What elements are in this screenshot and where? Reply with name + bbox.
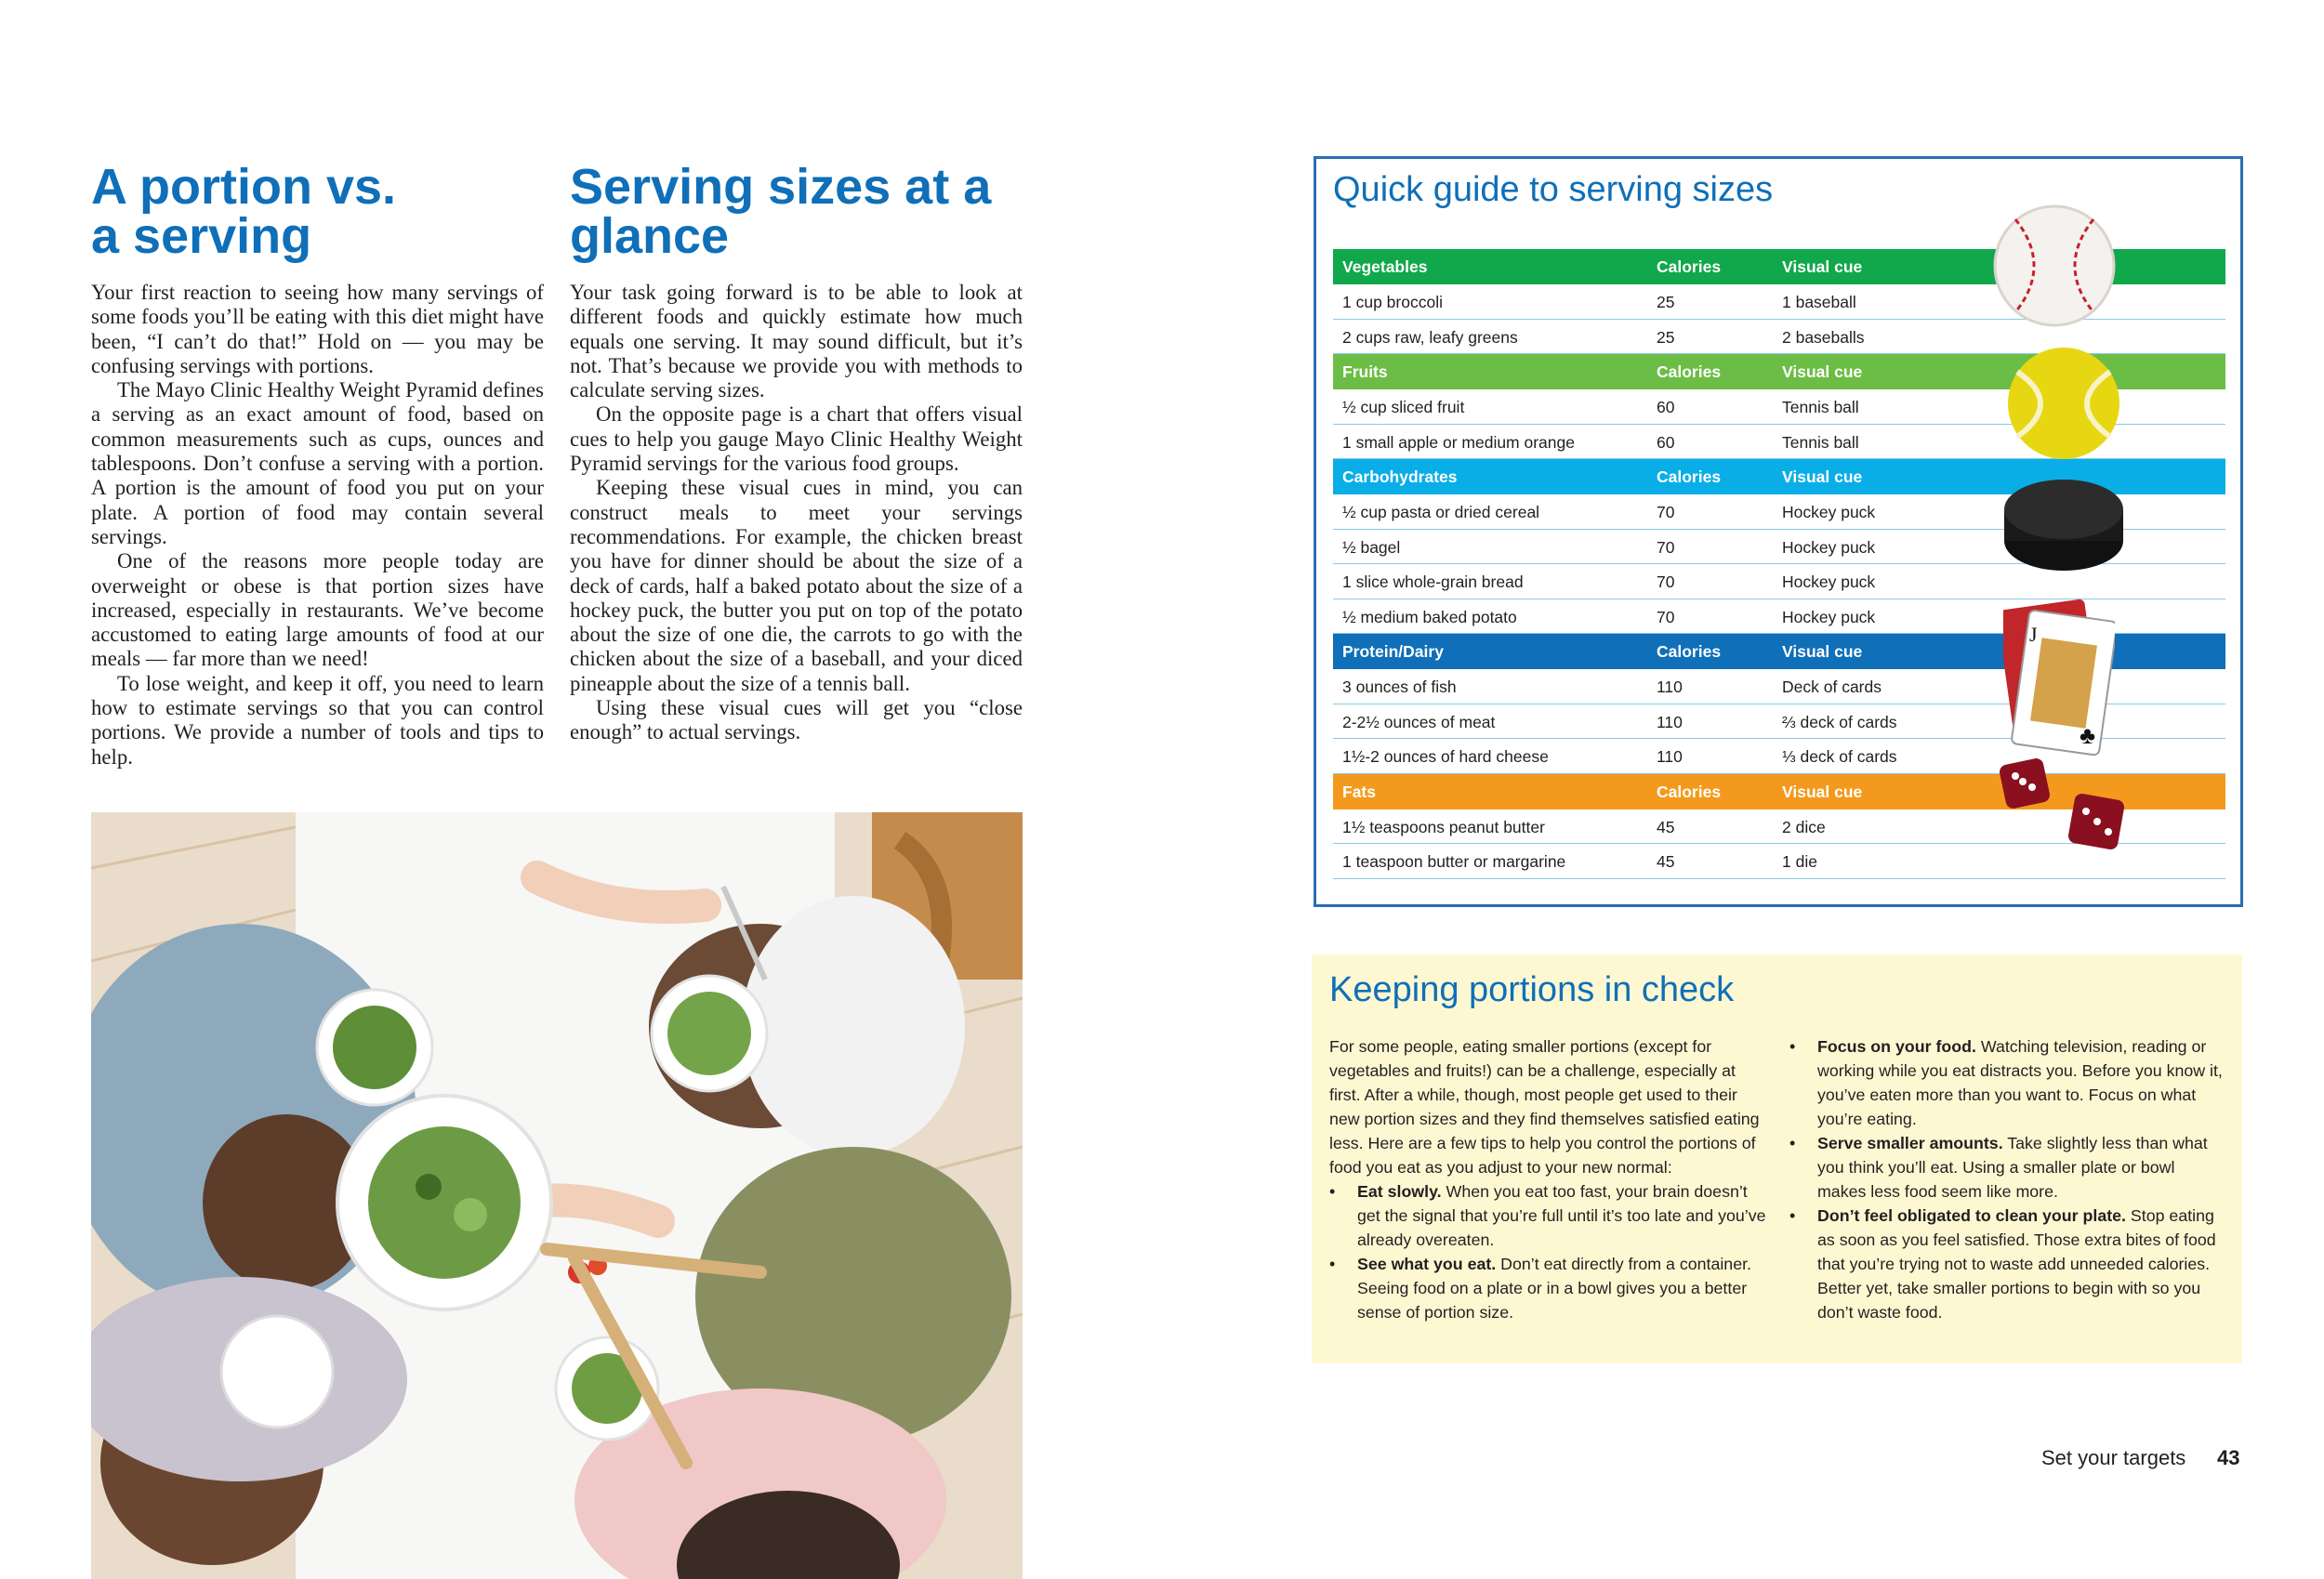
table-cell: Visual cue [1782,782,1863,801]
table-cell: 70 [1657,572,1675,591]
table-cell: 25 [1657,327,1675,347]
table-cell: 2-2½ ounces of meat [1342,712,1496,731]
paragraph: Keeping these visual cues in mind, you can construct meals to meet your servings recommendations. For example, the chicken breast you have for dinner should be about the size of a deck of cards, half a baked potato about the size of a hockey puck, the butter you put on top of the potato about the size of one die, the carrots to go with the chicken about the size of a baseball, and your diced pineapple about the size of a tennis ball. [570,476,1023,695]
table-cell: 2 cups raw, leafy greens [1342,327,1518,347]
tip-text: Watching television, reading or working while you eat distracts you. Before you know it, you’ve eaten more than you want to. Focus on what you’re eating. [1817,1037,2223,1128]
table-cell: ⅓ deck of cards [1782,747,1897,766]
tip-heading: See what you eat. [1357,1255,1497,1273]
table-cell: 1½ teaspoons peanut butter [1342,817,1545,836]
keeping-portions-column-1 [1329,1034,1766,1324]
tip-item [1789,1131,2226,1204]
table-cell: Calories [1657,467,1722,486]
table-cell: ½ medium baked potato [1342,607,1517,626]
paragraph: Using these visual cues will get you “close enough” to actual servings. [570,696,1023,744]
table-cell: Hockey puck [1782,503,1876,521]
keeping-portions-column-2 [1789,1034,2226,1324]
table-cell: 45 [1657,817,1675,836]
table-cell: 1 teaspoon butter or margarine [1342,852,1566,871]
heading-line: a serving [91,208,312,264]
tip-heading: Focus on your food. [1817,1037,1976,1056]
tip-heading: Serve smaller amounts. [1817,1134,2003,1152]
table-cell: ½ bagel [1342,537,1401,557]
table-cell: 70 [1657,537,1675,557]
table-cell: 3 ounces of fish [1342,678,1457,696]
paragraph: Your first reaction to seeing how many servings of some foods you’ll be eating with this diet might have been, “I can’t do that!” Hold on — you may be confusing servings with portions. [91,281,544,377]
table-cell: 45 [1657,852,1675,871]
tip-item [1789,1034,2226,1131]
table-cell: 110 [1657,712,1683,731]
table-cell: Visual cue [1782,257,1863,276]
heading-line: Serving sizes at a [570,159,992,215]
paragraph: On the opposite page is a chart that offers visual cues to help you gauge Mayo Clinic Healthy Weight Pyramid servings for the various food groups. [570,402,1023,476]
tennis-ball-icon [2004,344,2123,463]
page-number: 43 [2217,1446,2240,1469]
table-cell: 1½-2 ounces of hard cheese [1342,747,1549,766]
heading-line: A portion vs. [91,159,397,215]
heading-line: glance [570,208,730,264]
table-cell: Vegetables [1342,257,1428,276]
table-cell: 1 small apple or medium orange [1342,432,1575,452]
paragraph: To lose weight, and keep it off, you need to learn how to estimate servings so that you can control portions. We provide a number of tools and tips to help. [91,671,544,769]
table-cell: Visual cue [1782,642,1863,661]
table-cell: 60 [1657,432,1675,452]
tip-item [1789,1204,2226,1324]
dice-icon [1997,757,2146,855]
paragraph: The Mayo Clinic Healthy Weight Pyramid defines a serving as an exact amount of food, based on common measurements such as cups, ounces and tablespoons. Don’t confuse a serving with a portion. A portion is the amount of food you put on your plate. A portion of food may contain several servings. [91,378,544,548]
hockey-puck-icon [2000,474,2127,576]
tip-heading: Eat slowly. [1357,1182,1442,1201]
table-cell: 70 [1657,607,1675,626]
table-cell: Tennis ball [1782,432,1859,452]
quick-guide-title: Quick guide to serving sizes [1333,170,1774,209]
table-cell: Calories [1657,782,1722,801]
footer-section-title: Set your targets [2041,1446,2186,1469]
svg-text:♣: ♣ [2080,722,2096,749]
paragraph: One of the reasons more people today are overweight or obese is that portion sizes have increased, especially in restaurants. We’ve become accustomed to eating large amounts of food at our meals — far more than we need! [91,549,544,671]
table-cell: Calories [1657,362,1722,381]
baseball-icon [1989,201,2119,331]
keeping-portions-intro: For some people, eating smaller portions (except for vegetables and fruits!) can be a challenge, especially at first. After a while, though, most people get used to their new portion sizes and they find themselves satisfied eating less. Here are a few tips to help you control the portions of food you eat as you adjust to your new normal: [1329,1037,1760,1177]
table-cell: Calories [1657,257,1722,276]
svg-text:J: J [2029,623,2038,646]
table-cell: 110 [1657,747,1683,766]
table-cell: 1 slice whole-grain bread [1342,572,1524,591]
table-cell: Hockey puck [1782,607,1876,626]
table-cell: Protein/Dairy [1342,642,1444,661]
keeping-portions-title: Keeping portions in check [1329,970,1735,1009]
tip-text: Stop eating as soon as you feel satisfied. Those extra bites of food that you’re trying not to waste add unneeded calories. Better yet, take smaller portions to begin with so you don’t waste food. [1817,1206,2216,1322]
body-column-2 [570,281,1023,745]
tip-text: Take slightly less than what you think you’ll eat. Using a smaller plate or bowl makes less food seem like more. [1817,1134,2208,1201]
table-cell: Fats [1342,782,1376,801]
paragraph: Your task going forward is to be able to look at different foods and quickly estimate how much equals one serving. It may sound difficult, but it’s not. That’s because we provide you with methods to calculate serving sizes. [570,281,1023,402]
table-cell: 70 [1657,503,1675,521]
table-cell: 60 [1657,398,1675,416]
table-cell: ½ cup sliced fruit [1342,398,1465,416]
table-cell: Hockey puck [1782,572,1876,591]
deck-of-cards-icon [2003,595,2115,757]
table-cell: Visual cue [1782,362,1863,381]
table-cell: 2 dice [1782,817,1826,836]
table-cell: 25 [1657,293,1675,311]
family-meal-photo [91,812,1023,1579]
table-cell: Deck of cards [1782,678,1882,696]
table-cell: 110 [1657,678,1683,696]
heading-portion-vs-serving [91,159,397,264]
table-cell: 2 baseballs [1782,327,1865,347]
tips-list [1329,1179,1766,1324]
table-cell: Hockey puck [1782,537,1876,557]
table-cell: Tennis ball [1782,398,1859,416]
table-cell: ½ cup pasta or dried cereal [1342,503,1540,521]
table-cell: Carbohydrates [1342,467,1458,486]
tip-text: When you eat too fast, your brain doesn’t get the signal that you’re full until it’s too late and you’ve already overeaten. [1357,1182,1766,1249]
heading-serving-sizes [570,159,992,264]
body-column-1 [91,281,544,770]
table-cell: Visual cue [1782,467,1863,486]
tips-list [1789,1034,2226,1324]
table-cell: 1 baseball [1782,293,1856,311]
table-cell: 1 cup broccoli [1342,293,1443,311]
tip-heading: Don’t feel obligated to clean your plate. [1817,1206,2126,1225]
table-cell: 1 die [1782,852,1817,871]
family-meal-illustration [91,812,1023,1579]
table-cell: Calories [1657,642,1722,661]
table-cell: ⅔ deck of cards [1782,712,1897,731]
tip-item [1329,1252,1766,1324]
tip-item [1329,1179,1766,1252]
tip-text: Don’t eat directly from a container. Seeing food on a plate or in a bowl gives you a better sense of portion size. [1357,1255,1751,1322]
table-cell: Fruits [1342,362,1388,381]
